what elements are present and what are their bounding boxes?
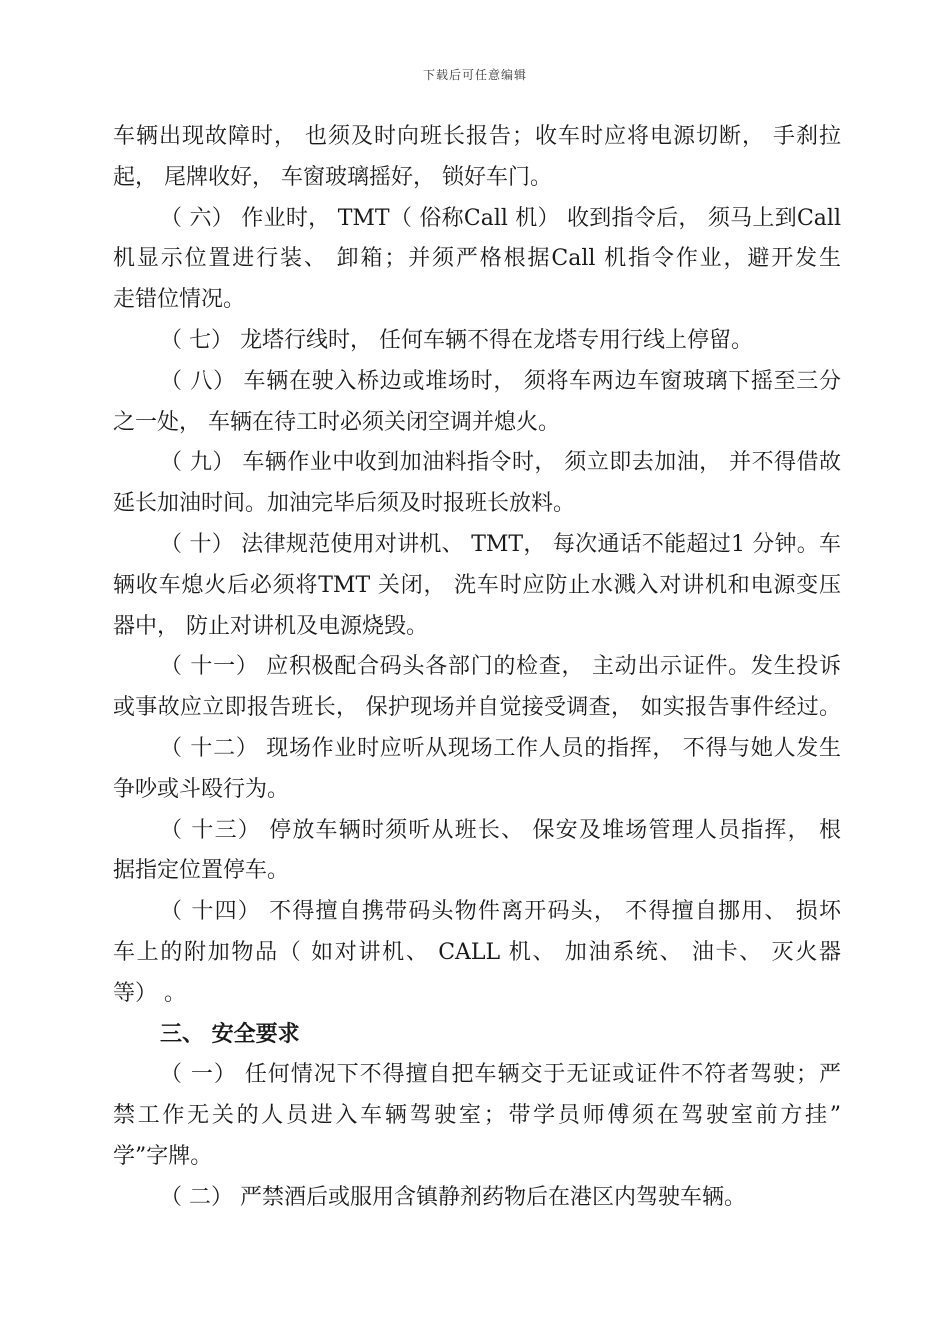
paragraph-line: （ 九） 车辆作业中收到加油料指令时， 须立即去加油， 并不得借故 [160,450,841,476]
text-line: 辆收车熄火后必须将TMT 关闭， 洗车时应防止水溅入对讲机和电源变压 [113,572,841,598]
page-header-note: 下载后可任意编辑 [422,68,527,82]
paragraph-line: （ 八） 车辆在驶入桥边或堆场时， 须将车两边车窗玻璃下摇至三分 [160,368,841,394]
text-line: 车辆出现故障时， 也须及时向班长报告；收车时应将电源切断， 手刹拉 [113,124,841,149]
text-line: 车上的附加物品（ 如对讲机、 CALL 机、 加油系统、 油卡、 灭火器 [113,939,841,965]
text-line: 机显示位置进行装、 卸箱；并须严格根据Call 机指令作业，避开发生 [113,246,841,272]
document-body [113,117,841,1219]
text-line: 学”字牌。 [113,1143,213,1169]
paragraph-line: （ 十四） 不得擅自携带码头物件离开码头， 不得擅自挪用、 损坏 [160,899,841,925]
paragraph-line: （ 十） 法律规范使用对讲机、 TMT， 每次通话不能超过1 分钟。车 [160,531,841,557]
text-line: 等） 。 [113,980,186,1006]
text-line: 起， 尾牌收好， 车窗玻璃摇好， 锁好车门。 [113,164,552,190]
text-line: 或事故应立即报告班长， 保护现场并自觉接受调查， 如实报告事件经过。 [113,695,841,721]
text-line: 之一处， 车辆在待工时必须关闭空调并熄火。 [113,409,560,435]
text-line: 器中， 防止对讲机及电源烧毁。 [113,613,428,639]
paragraph-line: （ 十二） 现场作业时应听从现场工作人员的指挥， 不得与她人发生 [160,735,841,761]
paragraph-line: （ 一） 任何情况下不得擅自把车辆交于无证或证件不符者驾驶；严 [160,1062,841,1088]
paragraph-line: （ 十三） 停放车辆时须听从班长、 保安及堆场管理人员指挥， 根 [160,817,841,843]
text-line: 走错位情况。 [113,287,246,313]
paragraph-line: （ 七） 龙塔行线时， 任何车辆不得在龙塔专用行线上停留。 [160,327,753,353]
paragraph-line: （ 十一） 应积极配合码头各部门的检查， 主动出示证件。发生投诉 [160,654,841,680]
text-line: 据指定位置停车。 [113,858,290,884]
paragraph-line: （ 二） 严禁酒后或服用含镇静剂药物后在港区内驾驶车辆。 [160,1184,746,1210]
section-heading: 三、 安全要求 [160,1021,300,1047]
paragraph-line: （ 六） 作业时， TMT（ 俗称Call 机） 收到指令后， 须马上到Call [160,205,841,231]
text-line: 延长加油时间。加油完毕后须及时报班长放料。 [113,491,576,517]
text-line: 争吵或斗殴行为。 [113,776,290,802]
text-line: 禁工作无关的人员进入车辆驾驶室；带学员师傅须在驾驶室前方挂” [113,1103,841,1129]
